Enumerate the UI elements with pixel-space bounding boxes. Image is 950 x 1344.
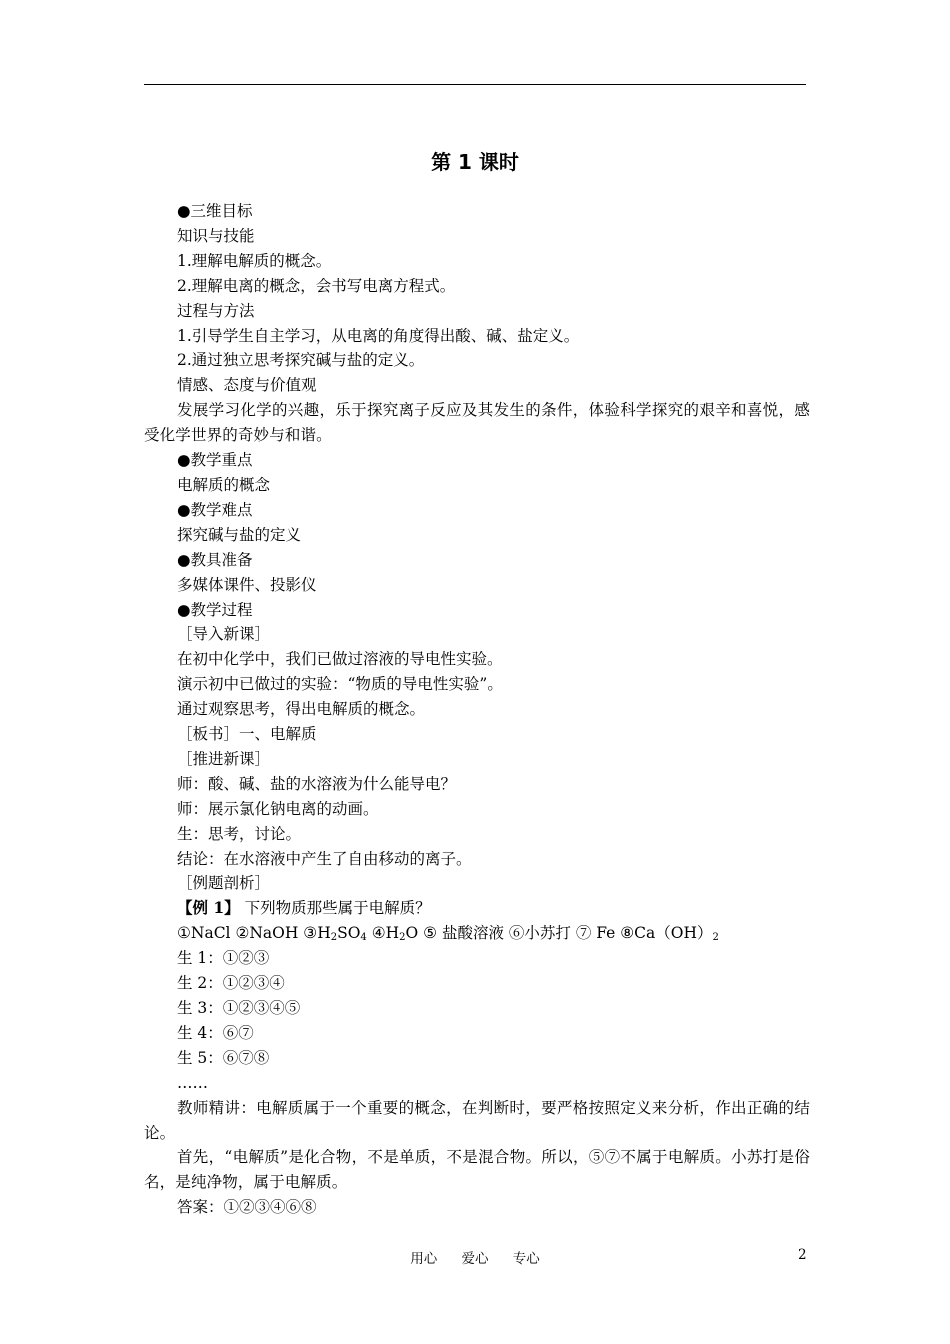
subheading-process-method: 过程与方法 [177, 301, 255, 320]
dialogue-line: 师：酸、碱、盐的水溶液为什么能导电？ [177, 774, 457, 793]
section-heading-difficulty: ●教学难点 [177, 500, 253, 519]
teacher-explanation: 教师精讲：电解质属于一个重要的概念，在判断时，要严格按照定义来分析，作出正确的结论。 [144, 1098, 810, 1142]
option-text: SO [337, 924, 361, 943]
student-answer: 生 3：①②③④⑤ [177, 999, 301, 1017]
conclusion-line: 结论：在水溶液中产生了自由移动的离子。 [177, 849, 472, 868]
section-heading-objectives: ●三维目标 [177, 202, 253, 220]
section-heading-key-point: ●教学重点 [177, 451, 253, 470]
example-question [144, 896, 810, 921]
subheading-attitude-values: 情感、态度与价值观 [177, 376, 317, 395]
footer-motto [0, 1247, 950, 1267]
document-body [144, 199, 810, 1220]
materials-text: 多媒体课件、投影仪 [177, 575, 317, 594]
example-question-text: 下列物质那些属于电解质？ [239, 899, 431, 918]
subscript: 2 [330, 932, 338, 944]
ellipsis-line: …… [177, 1073, 208, 1092]
dialogue-line: 师：展示氯化钠电离的动画。 [177, 799, 379, 818]
section-heading-process: ●教学过程 [177, 600, 253, 619]
subscript: 2 [712, 932, 719, 944]
objective-item: 2.通过独立思考探究碱与盐的定义。 [177, 351, 425, 370]
page-title: 第 1 课时 [431, 150, 519, 174]
section-heading-materials: ●教具准备 [177, 550, 253, 569]
page-footer [0, 1247, 950, 1271]
page-number: 2 [798, 1247, 807, 1263]
objective-item: 2.理解电离的概念，会书写电离方程式。 [177, 276, 456, 295]
stage-label-advance: ［推进新课］ [177, 749, 271, 768]
footer-word: 用心 [410, 1251, 438, 1267]
example-label: 【例 1】 [177, 898, 240, 918]
process-line: 在初中化学中，我们已做过溶液的导电性实验。 [177, 650, 503, 669]
blackboard-line: ［板书］一、电解质 [177, 725, 317, 744]
analysis-paragraph: 首先，“电解质”是化合物，不是单质，不是混合物。所以，⑤⑦不属于电解质。小苏打是俗名，是纯净物，属于电解质。 [144, 1148, 810, 1192]
footer-word: 专心 [512, 1251, 540, 1267]
student-answer: 生 4：⑥⑦ [177, 1023, 254, 1042]
subscript: 2 [399, 932, 406, 944]
difficulty-text: 探究碱与盐的定义 [177, 525, 302, 544]
student-answer: 生 2：①②③④ [177, 974, 285, 993]
answer-line: 答案：①②③④⑥⑧ [177, 1198, 317, 1217]
footer-word: 爱心 [461, 1251, 489, 1267]
student-answer: 生 5：⑥⑦⑧ [177, 1048, 270, 1067]
dialogue-line: 生：思考，讨论。 [177, 824, 302, 843]
option-text: O ⑤ 盐酸溶液 ⑥小苏打 ⑦ Fe ⑧Ca（OH） [405, 924, 713, 943]
process-line: 演示初中已做过的实验：“物质的导电性实验”。 [177, 675, 503, 694]
subheading-knowledge-skills: 知识与技能 [177, 226, 255, 245]
option-text: ①NaCl ②NaOH ③H [177, 924, 331, 943]
example-options [144, 921, 810, 946]
subscript: 4 [360, 932, 367, 944]
objective-item: 1.理解电解质的概念。 [177, 251, 332, 270]
objective-paragraph: 发展学习化学的兴趣，乐于探究离子反应及其发生的条件，体验科学探究的艰辛和喜悦，感受化学世界的奇妙与和谐。 [144, 401, 810, 445]
stage-label-example: ［例题剖析］ [177, 874, 271, 893]
student-answer: 生 1：①②③ [177, 949, 270, 968]
header-rule [144, 84, 806, 85]
stage-label-intro: ［导入新课］ [177, 625, 271, 644]
key-point-text: 电解质的概念 [177, 475, 271, 494]
objective-item: 1.引导学生自主学习，从电离的角度得出酸、碱、盐定义。 [177, 326, 580, 345]
process-line: 通过观察思考，得出电解质的概念。 [177, 700, 426, 719]
option-text: ④H [366, 924, 400, 943]
